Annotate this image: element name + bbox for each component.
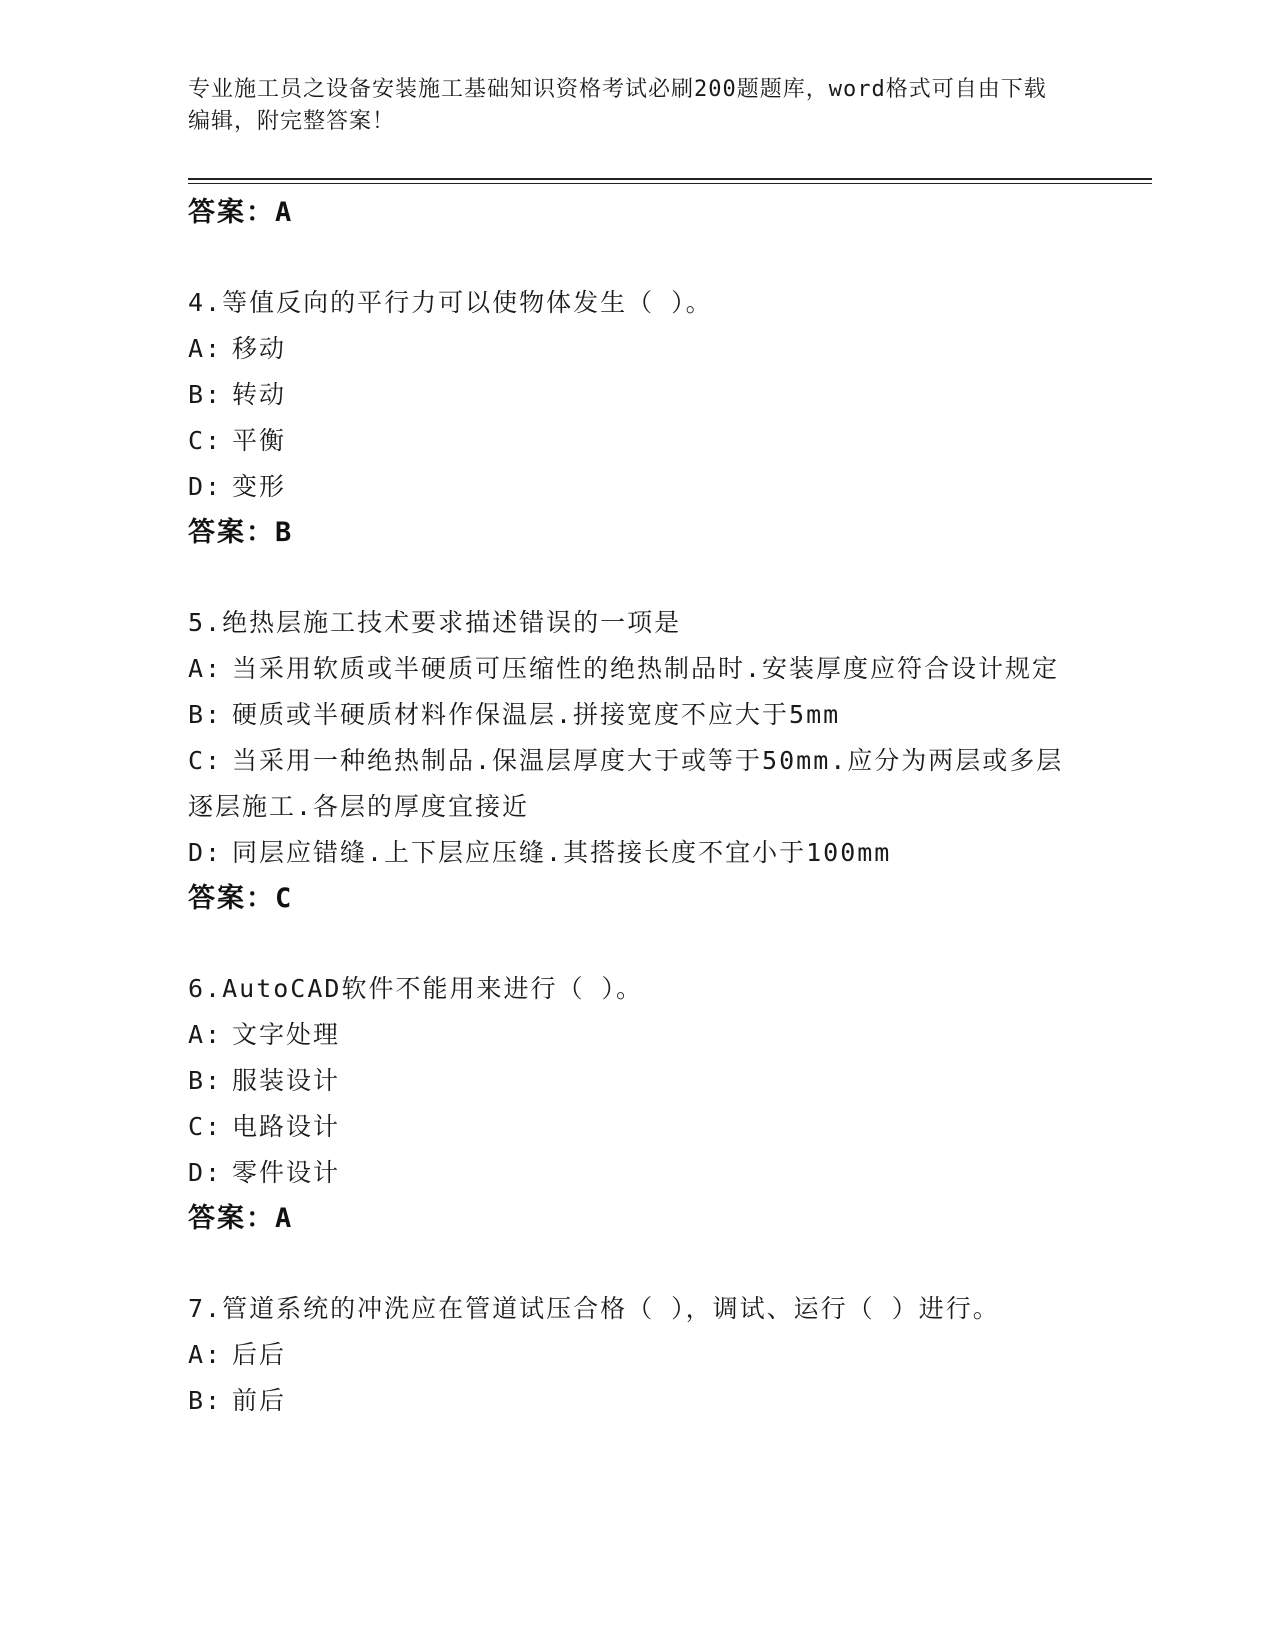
spacer — [188, 922, 1088, 966]
option-text: 硬质或半硬质材料作保温层.拼接宽度不应大于5mm — [232, 700, 841, 729]
option-key: C: — [188, 426, 223, 455]
question-block — [188, 1286, 1088, 1424]
option-key: D: — [188, 838, 223, 867]
option-text: 转动 — [232, 380, 287, 409]
option-a — [188, 1332, 1088, 1378]
option-text: 当采用软质或半硬质可压缩性的绝热制品时.安装厚度应符合设计规定 — [232, 654, 1060, 683]
question-block — [188, 600, 1088, 922]
question-block — [188, 280, 1088, 556]
option-text: 同层应错缝.上下层应压缝.其搭接长度不宜小于100mm — [232, 838, 892, 867]
answer-label: 答案：A — [188, 197, 294, 228]
answer-label: 答案：B — [188, 517, 294, 548]
option-b — [188, 1378, 1088, 1424]
question-stem: 7.管道系统的冲洗应在管道试压合格（ ），调试、运行（ ）进行。 — [188, 1294, 1000, 1323]
option-key: B: — [188, 1066, 223, 1095]
answer-label: 答案：A — [188, 1203, 294, 1234]
option-text: 移动 — [232, 334, 287, 363]
option-text: 当采用一种绝热制品.保温层厚度大于或等于50mm.应分为两层或多层逐层施工.各层的厚度宜接近 — [188, 746, 1064, 821]
option-text: 平衡 — [232, 426, 287, 455]
spacer — [188, 556, 1088, 600]
option-text: 电路设计 — [232, 1112, 341, 1141]
option-c — [188, 1104, 1088, 1150]
option-text: 后后 — [232, 1340, 287, 1369]
option-a — [188, 1012, 1088, 1058]
option-key: B: — [188, 1386, 223, 1415]
option-d — [188, 1150, 1088, 1196]
question-stem: 6.AutoCAD软件不能用来进行（ ）。 — [188, 974, 644, 1003]
option-c — [188, 418, 1088, 464]
option-d — [188, 830, 1088, 876]
spacer — [188, 1242, 1088, 1286]
option-key: B: — [188, 380, 223, 409]
option-key: D: — [188, 472, 223, 501]
document-content — [188, 190, 1088, 1424]
option-key: B: — [188, 700, 223, 729]
spacer — [188, 236, 1088, 280]
option-b — [188, 372, 1088, 418]
question-stem: 5.绝热层施工技术要求描述错误的一项是 — [188, 608, 682, 637]
option-key: C: — [188, 746, 223, 775]
document-header: 专业施工员之设备安装施工基础知识资格考试必刷200题题库，word格式可自由下载编辑，附完整答案！ — [188, 77, 1047, 134]
answer-label: 答案：C — [188, 883, 294, 914]
option-key: D: — [188, 1158, 223, 1187]
option-d — [188, 464, 1088, 510]
header-rule-thick — [188, 178, 1152, 180]
option-key: A: — [188, 654, 223, 683]
option-a — [188, 326, 1088, 372]
option-key: A: — [188, 1340, 223, 1369]
header-rule-thin — [188, 183, 1152, 184]
option-b — [188, 692, 1088, 738]
option-text: 零件设计 — [232, 1158, 341, 1187]
question-block — [188, 966, 1088, 1242]
question-stem: 4.等值反向的平行力可以使物体发生（ ）。 — [188, 288, 713, 317]
option-key: A: — [188, 1020, 223, 1049]
option-text: 文字处理 — [232, 1020, 341, 1049]
option-c — [188, 738, 1088, 830]
option-key: C: — [188, 1112, 223, 1141]
option-b — [188, 1058, 1088, 1104]
option-text: 前后 — [232, 1386, 287, 1415]
option-text: 变形 — [232, 472, 287, 501]
option-key: A: — [188, 334, 223, 363]
option-a — [188, 646, 1088, 692]
option-text: 服装设计 — [232, 1066, 341, 1095]
